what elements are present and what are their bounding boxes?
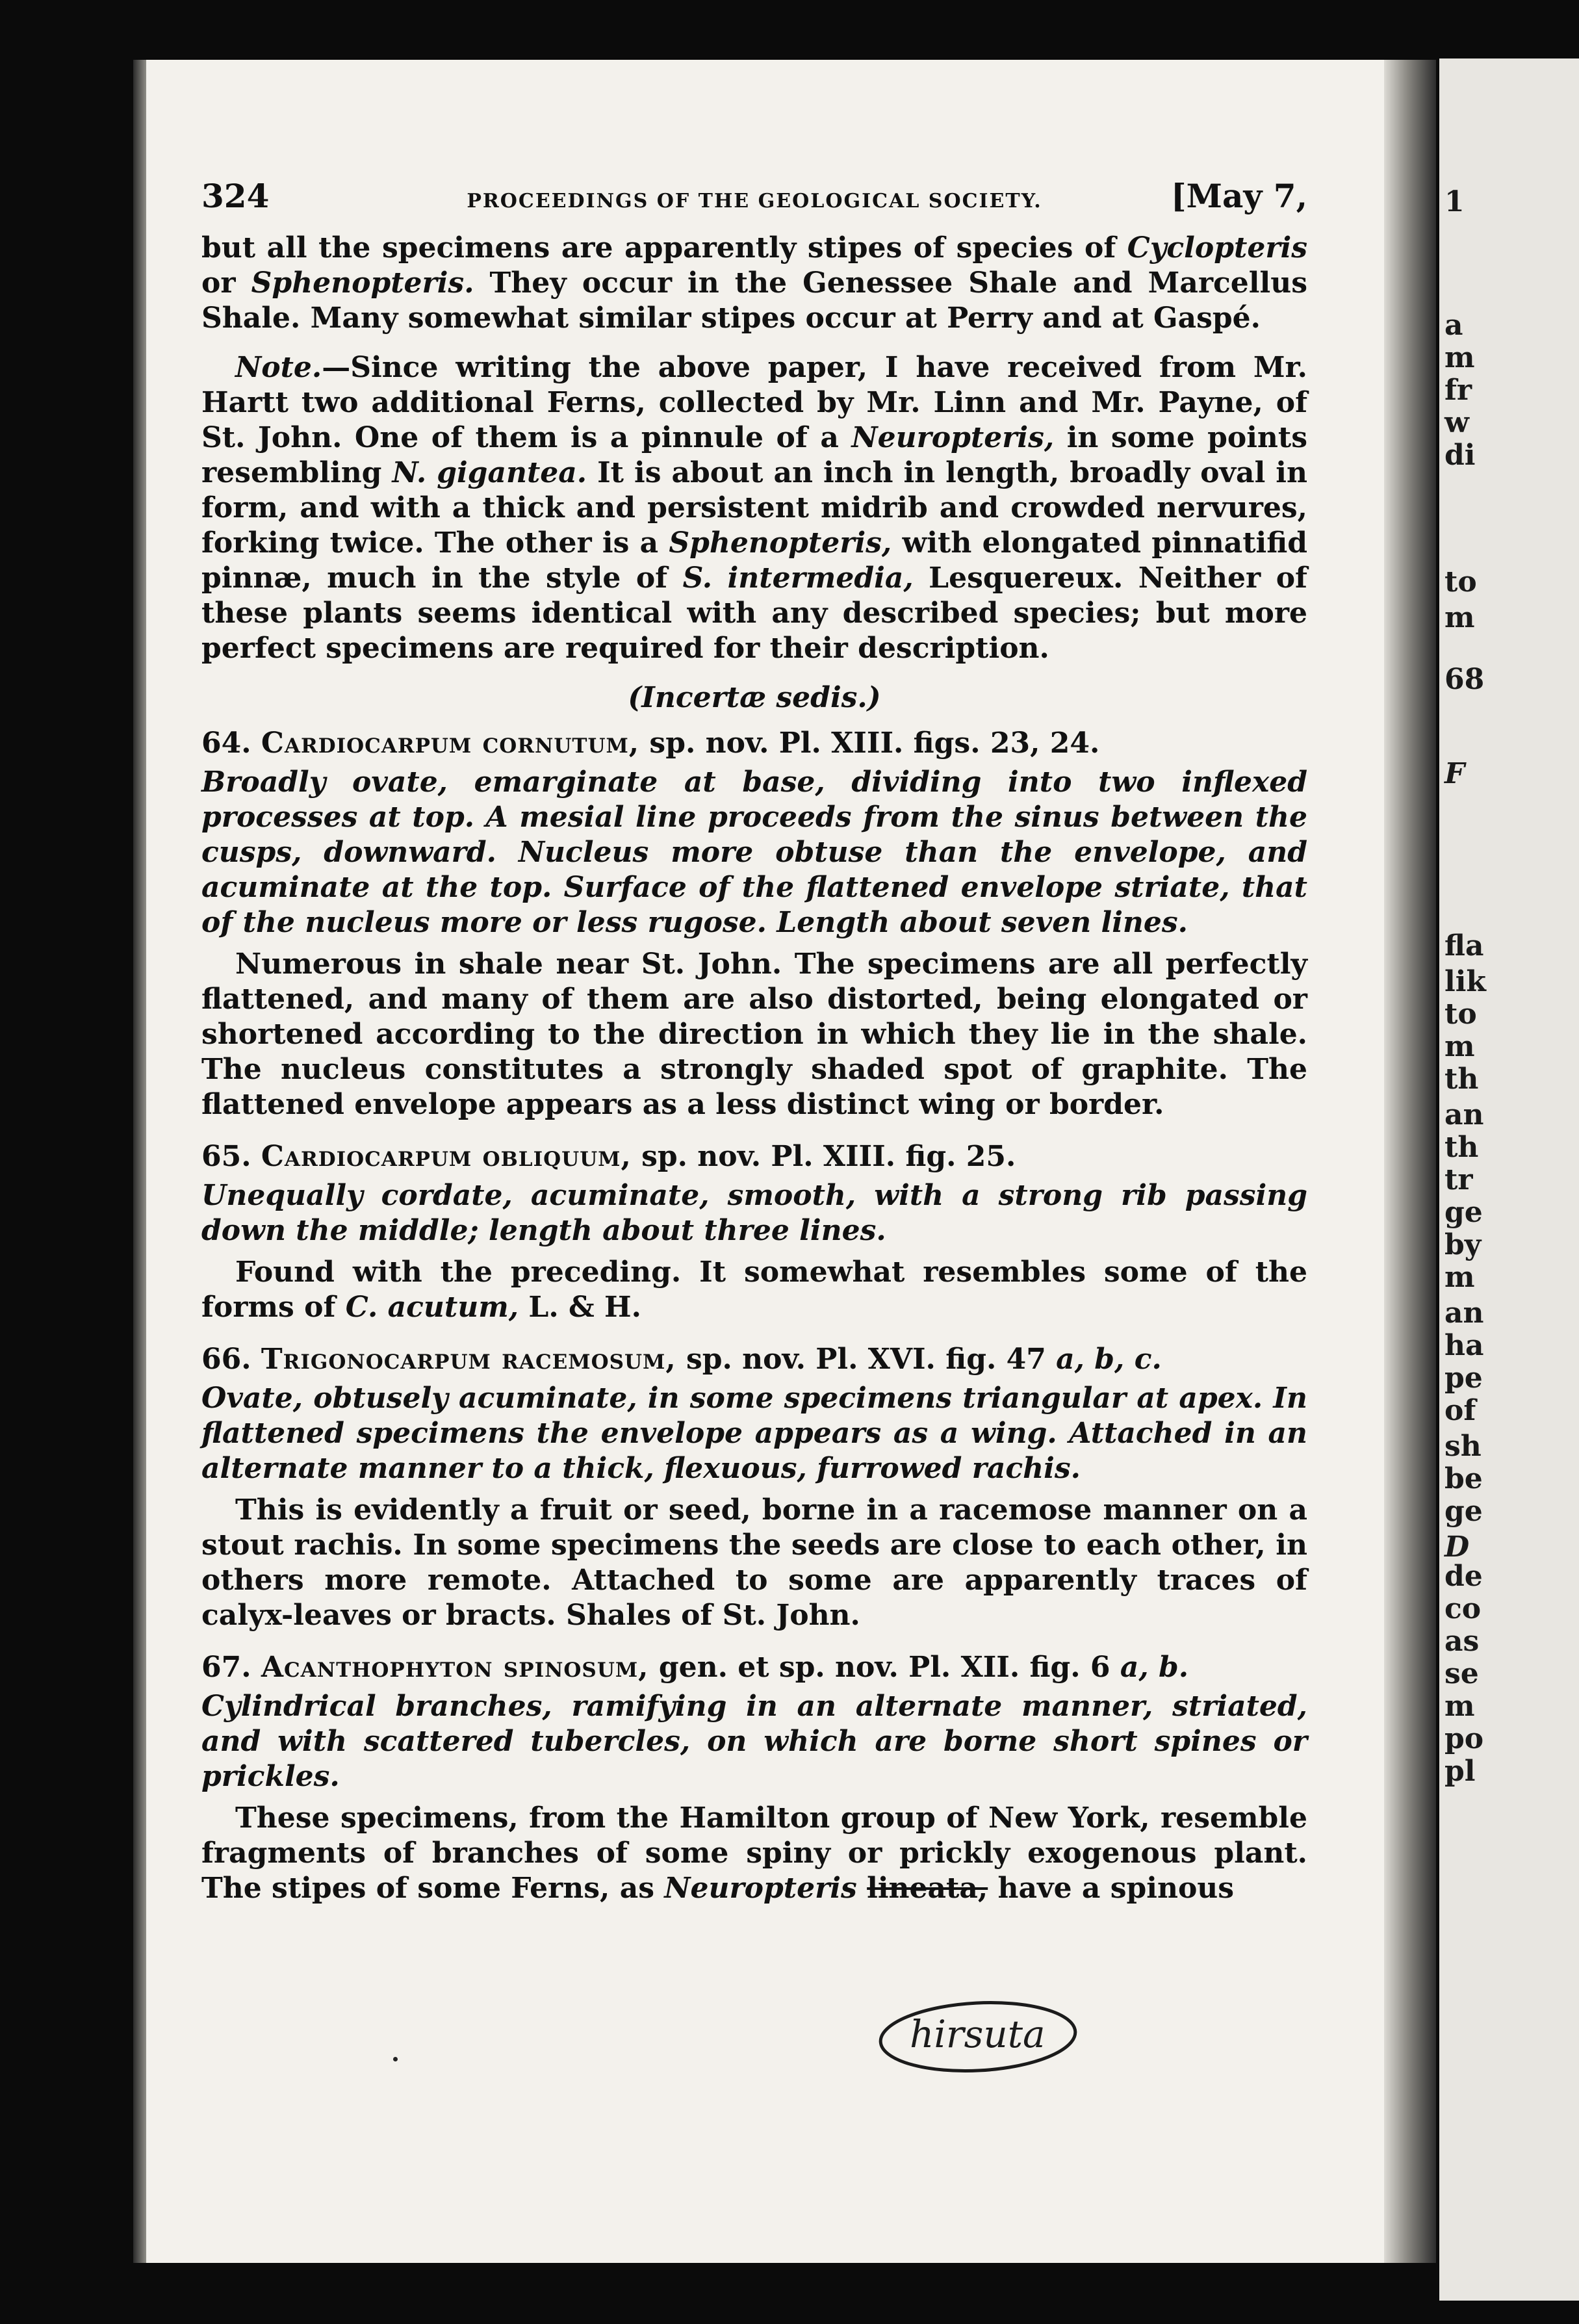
page-gutter [1384, 60, 1436, 2263]
species-remarks: Numerous in shale near St. John. The specimens are all perfectly flattened, and many of them are also distorted, being elongated or shortened according to the direction in which they lie in the shale. The nucleus constitutes a strongly shaded spot of graphite. The flattened envelope appears as a less distinct wing or border. [201, 948, 1307, 1121]
species-description: Ovate, obtusely acuminate, in some specimens triangular at apex. In flattened specimens the envelope appears as a wing. Attached in an alternate manner to a thick, flexuous, furrowed rachis. [201, 1382, 1307, 1485]
adjacent-page-fragment: se [1444, 1657, 1479, 1690]
adjacent-page-fragment: 1 [1444, 185, 1465, 218]
species-remarks: These specimens, from the Hamilton group of New York, resemble fragments of branches of some spiny or prickly exogenous plant. The stipes of some Ferns, as Neuropteris lineata, have a spinous [201, 1801, 1307, 1905]
adjacent-page-fragment: co [1444, 1592, 1482, 1625]
ink-dot [393, 2057, 398, 2061]
adjacent-page-fragment: to [1444, 998, 1477, 1031]
running-date: [May 7, [1170, 177, 1307, 215]
adjacent-page-fragment: to [1444, 565, 1477, 599]
entry-heading: 66. Trigonocarpum racemosum, sp. nov. Pl. XVI. fig. 47 a, b, c. [201, 1343, 1162, 1376]
section-heading-incertae: (Incertæ sedis.) [628, 681, 881, 714]
adjacent-page-fragment: pl [1444, 1755, 1476, 1788]
adjacent-page-fragment: 68 [1444, 663, 1485, 696]
paragraph-stipes: but all the specimens are apparently stipes of species of Cyclopteris or Sphenopteris. They occur in the Genessee Shale and Marcellus Shale. Many somewhat similar stipes occur at Perry and at Gaspé. [201, 231, 1307, 335]
adjacent-page-fragment: a [1444, 309, 1463, 342]
adjacent-page-fragment: di [1444, 439, 1476, 472]
page-shadow [133, 60, 148, 2263]
adjacent-page-fragment: by [1444, 1228, 1482, 1261]
adjacent-page-fragment: th [1444, 1131, 1479, 1164]
running-head [201, 179, 1307, 224]
adjacent-page-fragment: fla [1444, 929, 1484, 962]
paragraph-note: Note.—Since writing the above paper, I have received from Mr. Hartt two additional Ferns, collected by Mr. Linn and Mr. Payne, of St. John. One of them is a pinnule of a Neuropteris, in some points resembling N. gigantea. It is about an inch in length, broadly oval in form, and with a thick and persistent midrib and crowded nervures, forking twice. The other is a Sphenopteris, with elongated pinnatifid pinnæ, much in the style of S. intermedia, Lesquereux. Neither of these plants seems identical with any described species; but more perfect specimens are required for their description. [201, 351, 1308, 665]
adjacent-page-fragment: ge [1444, 1196, 1483, 1229]
adjacent-page-fragment: as [1444, 1625, 1480, 1658]
adjacent-page-fragment: ha [1444, 1329, 1484, 1362]
adjacent-page-fragment: F [1444, 757, 1465, 790]
text-column [201, 179, 1307, 1906]
adjacent-page-fragment: m [1444, 601, 1475, 634]
species-remarks: This is evidently a fruit or seed, borne in a racemose manner on a stout rachis. In some specimens the seeds are close to each other, in others more remote. Attached to some are apparently traces of calyx-leaves or bracts. Shales of St. John. [201, 1493, 1307, 1632]
page-number: 324 [201, 177, 270, 215]
adjacent-page-fragment: sh [1444, 1430, 1482, 1463]
adjacent-page-fragment: m [1444, 1030, 1475, 1063]
species-description: Unequally cordate, acuminate, smooth, with a strong rib passing down the middle; length about three lines. [201, 1179, 1307, 1247]
running-title: PROCEEDINGS OF THE GEOLOGICAL SOCIETY. [467, 190, 1042, 213]
species-name: Trigonocarpum racemosum, [261, 1343, 676, 1376]
species-description: Cylindrical branches, ramifying in an alternate manner, striated, and with scattered tubercles, on which are borne short spines or prickles. [201, 1690, 1307, 1793]
handwritten-text: hirsuta [910, 2012, 1046, 2056]
adjacent-page-fragment: fr [1444, 374, 1472, 407]
adjacent-page-edge [1439, 58, 1579, 2301]
species-name: Acanthophyton spinosum, [261, 1651, 649, 1684]
adjacent-page-fragment: D [1444, 1530, 1470, 1564]
species-name: Cardiocarpum cornutum, [261, 727, 640, 760]
adjacent-page-fragment: m [1444, 341, 1475, 374]
handwritten-hirsuta [874, 1995, 1082, 2076]
adjacent-page-fragment: of [1444, 1394, 1476, 1427]
adjacent-page-fragment: w [1444, 406, 1469, 439]
entry-heading: 67. Acanthophyton spinosum, gen. et sp. nov. Pl. XII. fig. 6 a, b. [201, 1651, 1189, 1684]
species-name: Cardiocarpum obliquum, [261, 1140, 632, 1173]
adjacent-page-fragment: be [1444, 1462, 1483, 1495]
adjacent-page-fragment: tr [1444, 1163, 1473, 1196]
adjacent-page-fragment: po [1444, 1722, 1484, 1755]
adjacent-page-fragment: an [1444, 1297, 1484, 1330]
adjacent-page-fragment: de [1444, 1560, 1483, 1593]
adjacent-page-fragment: pe [1444, 1362, 1483, 1395]
adjacent-page-fragment: m [1444, 1261, 1475, 1294]
adjacent-page-fragment: m [1444, 1690, 1475, 1723]
entry-heading: 65. Cardiocarpum obliquum, sp. nov. Pl. XIII. fig. 25. [201, 1140, 1016, 1173]
handwritten-annotation [874, 1995, 1082, 2076]
adjacent-page-fragment: an [1444, 1098, 1484, 1131]
species-remarks: Found with the preceding. It somewhat resembles some of the forms of C. acutum, L. & H. [201, 1256, 1307, 1324]
adjacent-page-fragment: ge [1444, 1495, 1483, 1528]
species-entries [201, 726, 1307, 1906]
species-description: Broadly ovate, emarginate at base, dividing into two inflexed processes at top. A mesial line proceeds from the sinus between the cusps, downward. Nucleus more obtuse than the envelope, and acuminate at the top. Surface of the flattened envelope striate, that of the nucleus more or less rugose. Length about seven lines. [201, 766, 1307, 939]
adjacent-page-fragment: th [1444, 1063, 1479, 1096]
entry-heading: 64. Cardiocarpum cornutum, sp. nov. Pl. XIII. figs. 23, 24. [201, 727, 1100, 760]
adjacent-page-fragment: lik [1444, 965, 1486, 998]
